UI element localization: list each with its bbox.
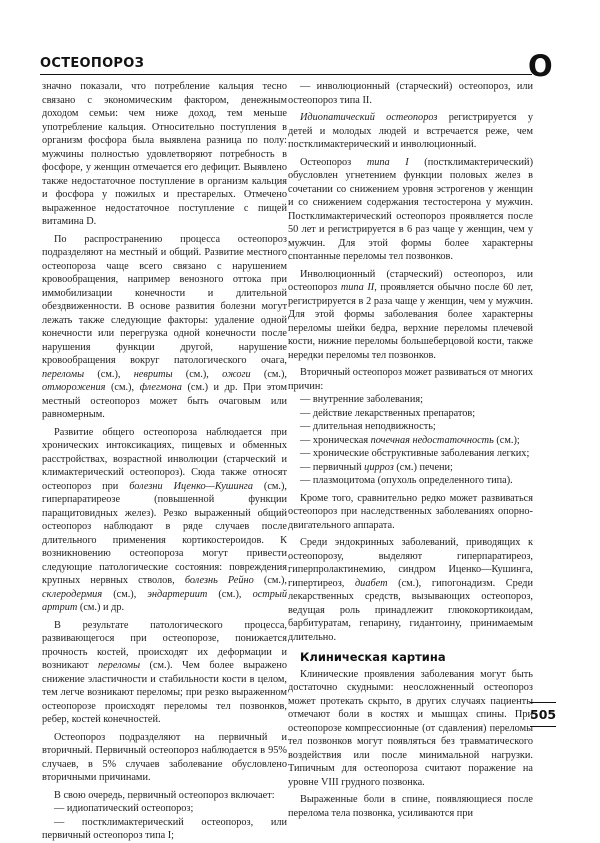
list-item: — действие лекарственных препаратов; (300, 407, 476, 419)
paragraph: значно показали, что потребление кальция тесно связано с экономическим фактором, денежным доходом семьи: чем ниже доход, тем меньше употребление кальция. Относительно поступления в организм фосфора была выявлена разница по полу: мужчины полностью удовлетворяют потребность в фосфоре, у женщин отмечается его дефицит. Выявлено также недостаточное поступление в организм кальция и фосфора у пожилых и престарелых. Отмечено выраженное недостаточное поступление с пищей витамина D. (42, 81, 287, 227)
cross-reference: почечная недостаточность (370, 434, 494, 446)
list-item: — инволюционный (старческий) остеопороз, или остеопороз типа II. (288, 81, 533, 106)
cross-reference: диабет (354, 577, 388, 589)
paragraph: Остеопороз подразделяют на первичный и вторичный. Первичный остеопороз наблюдается в 95% случаев, в 5% случаев заболевание обусловлено вторичными причинами. (42, 731, 287, 783)
cross-reference: эндартериит (147, 588, 208, 600)
left-column (42, 80, 287, 843)
paragraph: Выраженные боли в спине, появляющиеся после перелома тела позвонка, усиливаются при (288, 794, 533, 819)
list-item: — хроническая почечная недостаточность (см.); (300, 434, 520, 446)
cross-reference: цирроз (364, 461, 394, 473)
list-item: — длительная неподвижность; (300, 421, 436, 432)
paragraph: Идиопатический остеопороз регистрируется у детей и молодых людей и встречается реже, чем постклимактерический и инволюционный. (288, 112, 534, 150)
cross-reference: болезни Иценко—Кушинга (129, 480, 253, 492)
cross-reference: невриты (133, 368, 173, 380)
header-title: ОСТЕОПОРОЗ (40, 56, 145, 71)
term: типа II (340, 282, 375, 293)
list-item: — хронические обструктивные заболевания легких; (300, 448, 530, 459)
list-item: — постклимактерический остеопороз, или первичный остеопороз типа I; (42, 816, 287, 841)
list-item: — плазмоцитома (опухоль определенного типа). (300, 475, 513, 486)
paragraph: В свою очередь, первичный остеопороз включает: (54, 789, 275, 801)
term: типа I (366, 156, 409, 168)
right-column (288, 80, 533, 820)
list-item: — первичный цирроз (см.) печени; (300, 461, 453, 473)
paragraph: Среди эндокринных заболеваний, приводящих к остеопорозу, выделяют гиперпаратиреоз, гиперпролактинемию, синдром Иценко—Кушинга, гипертиреоз, диабет (см.), гипогонадизм. Среди лекарственных средств, вызывающих остеопороз, ведущая роль принадлежит глюкокортикоидам, барбитуратам, гепарину, гидантоину, принимаемым длительно. (288, 537, 534, 643)
paragraph: Развитие общего остеопороза наблюдается при хронических интоксикациях, пищевых и обменных расстройствах, возрастной инволюции (старческий и климактерический остеопороз). Сюда также относят остеопороз при болезни Иценко—Кушинга (см.), гиперпаратиреозе (повышенной функции паращитовидных желез). Резко выраженный общий остеопороз наблюдают в ряде случаев после длительного применения кортикостероидов. К возникновению остеопороза могут привести следующие патологические состояния: повреждения крупных нервных стволов, болезнь Рейно (см.), склеродермия (см.), эндартериит (см.), острый артрит (см.) и др. (42, 426, 288, 613)
paragraph: Остеопороз типа I (постклимактерический) обусловлен угнетением функции половых желез в сочетании со снижением уровня эстрогенов у женщин и со снижением содержания тестостерона у мужчин. Постклимактерический остеопороз проявляется после 50 лет и регистрируется в 6 раз чаще у женщин, чем у мужчин. Для этой формы более характерны спонтанные переломы тел позвонков. (288, 156, 533, 262)
paragraph: В результате патологического процесса, развивающегося при остеопорозе, понижается прочность костей, происходят их деформации и возникают переломы (см.). Чем более выражено снижение эластичности и стабильности кости в целом, тем легче возникают переломы; при резко выраженном остеопорозе происходят переломы тел позвонков, ребер, костей конечностей. (42, 619, 288, 725)
cross-reference: острый артрит (42, 588, 287, 613)
list-item: — идиопатический остеопороз; (54, 803, 194, 814)
cross-reference: флегмона (139, 382, 182, 393)
cross-reference: переломы (42, 368, 85, 380)
running-header (40, 52, 532, 75)
paragraph: По распространению процесса остеопороз подразделяют на местный и общий. Развитие местного остеопороза чаще всего связано с нарушением кровообращения, например венозного оттока при иммобилизации конечности и длительной обездвиженности. В основе развития болезни могут лежать также следующие факторы: удаление одной конечности или перегрузка одной конечности после нарушения функции другой, нарушение кровообращения вокруг патологического очага, переломы (см.), невриты (см.), ожоги (см.), отморожения (см.), флегмона (см.) и др. При этом местный остеопороз может быть очаговым или равномерным. (42, 233, 287, 420)
paragraph: Вторичный остеопороз может развиваться от многих причин: (288, 367, 533, 392)
section-letter: О (528, 49, 553, 83)
page-number: 505 (530, 702, 556, 727)
cross-reference: отморожения (42, 382, 106, 393)
cross-reference: болезнь Рейно (184, 575, 254, 586)
paragraph: Клинические проявления заболевания могут быть достаточно скудными: неосложненный остеопороз может протекать скрыто, в других случаях пациенты отмечают боли в костях и мышцах спины. При остеопорозе компрессионные (от сдавления) переломы тел позвонков могут появляться без травматического воздействия или после минимальной нагрузки. Типичным для остеопороза считают поражение на уровне VIII грудного позвонка. (288, 668, 533, 788)
term: Идиопатический остеопороз (300, 112, 438, 123)
cross-reference: склеродермия (42, 588, 103, 600)
list-item: — внутренние заболевания; (300, 394, 423, 405)
cross-reference: ожоги (222, 368, 251, 380)
paragraph: Кроме того, сравнительно редко может развиваться остеопороз при наследственных заболеваниях опорно-двигательного аппарата. (288, 492, 533, 531)
paragraph: Инволюционный (старческий) остеопороз, или остеопороз типа II, проявляется обычно после 60 лет, регистрируется в 2 раза чаще у женщин, чем у мужчин. Для этой формы заболевания более характерны переломы шейки бедра, верхние переломы плечевой кости, нижние переломы большеберцовой кости, также нередки переломы тел позвонков. (288, 268, 533, 361)
cross-reference: переломы (97, 660, 141, 671)
section-heading: Клиническая картина (300, 650, 446, 664)
